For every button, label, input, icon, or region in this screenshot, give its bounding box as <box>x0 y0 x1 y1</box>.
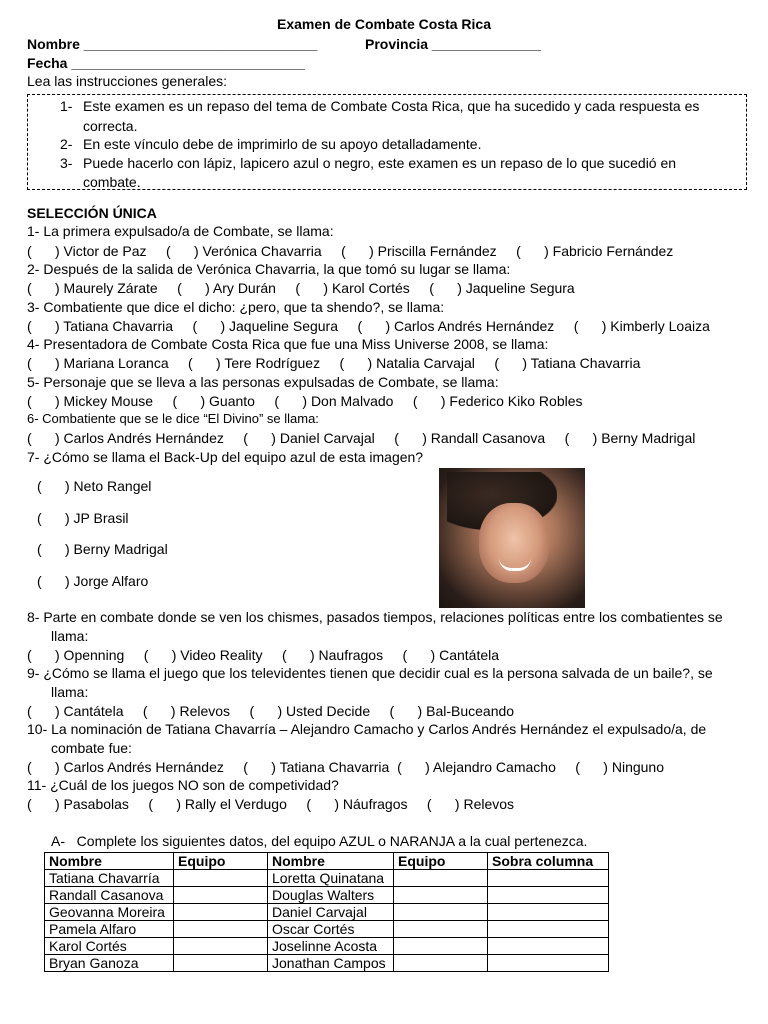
table-cell[interactable] <box>174 921 268 938</box>
table-cell[interactable] <box>488 904 609 921</box>
question-6: 6- Combatiente que se le dice “El Divino” se llama: <box>27 411 319 426</box>
question-6-options: ( ) Carlos Andrés Hernández ( ) Daniel Carvajal ( ) Randall Casanova ( ) Berny Madrigal <box>27 430 696 446</box>
table-row <box>45 938 609 955</box>
table-cell[interactable] <box>174 938 268 955</box>
table-cell: Joselinne Acosta <box>268 938 394 955</box>
q7-option-3: ( ) Berny Madrigal <box>37 541 168 557</box>
instruction-1-line-2: correcta. <box>83 118 138 134</box>
question-5-options: ( ) Mickey Mouse ( ) Guanto ( ) Don Malvado ( ) Federico Kiko Robles <box>27 393 583 409</box>
table-header-cell: Nombre <box>45 853 174 870</box>
q7-option-2: ( ) JP Brasil <box>37 510 129 526</box>
question-3: 3- Combatiente que dice el dicho: ¿pero, que ta shendo?, se llama: <box>27 299 445 315</box>
q7-option-1: ( ) Neto Rangel <box>37 478 152 494</box>
table-cell: Douglas Walters <box>268 887 394 904</box>
table-cell[interactable] <box>394 921 488 938</box>
table-cell: Karol Cortés <box>45 938 174 955</box>
question-3-options: ( ) Tatiana Chavarria ( ) Jaqueline Segura ( ) Carlos Andrés Hernández ( ) Kimberly Loaiza <box>27 318 710 334</box>
table-cell: Bryan Ganoza <box>45 955 174 972</box>
instructions-intro: Lea las instrucciones generales: <box>27 73 228 89</box>
instruction-3-num: 3- <box>60 155 73 171</box>
table-cell: Tatiana Chavarría <box>45 870 174 887</box>
question-2: 2- Después de la salida de Verónica Chavarria, la que tomó su lugar se llama: <box>27 261 511 277</box>
instruction-1-line-1: Este examen es un repaso del tema de Combate Costa Rica, que ha sucedido y cada respuesta es <box>83 98 700 114</box>
photo-face <box>479 503 549 583</box>
instruction-3-line-2: combate. <box>83 174 141 190</box>
fecha-field: Fecha ______________________________ <box>27 55 305 71</box>
question-4: 4- Presentadora de Combate Costa Rica que fue una Miss Universe 2008, se llama: <box>27 336 549 352</box>
table-row <box>45 870 609 887</box>
table-header-cell: Equipo <box>394 853 488 870</box>
table-cell[interactable] <box>394 887 488 904</box>
table-cell[interactable] <box>488 870 609 887</box>
table-cell: Randall Casanova <box>45 887 174 904</box>
table-header-cell: Equipo <box>174 853 268 870</box>
instruction-2-num: 2- <box>60 136 73 152</box>
provincia-field: Provincia ______________ <box>365 36 541 52</box>
table-cell[interactable] <box>174 904 268 921</box>
table-cell[interactable] <box>488 887 609 904</box>
question-8-options: ( ) Openning ( ) Video Reality ( ) Naufragos ( ) Cantátela <box>27 647 500 663</box>
nombre-field: Nombre ______________________________ <box>27 36 318 52</box>
instruction-3-line-1: Puede hacerlo con lápiz, lapicero azul o negro, este examen es un repaso de lo que sucedió en <box>83 155 677 171</box>
question-11-options: ( ) Pasabolas ( ) Rally el Verdugo ( ) Náufragos ( ) Relevos <box>27 796 515 812</box>
table-header-cell: Sobra columna <box>488 853 609 870</box>
part-a-instruction: A- Complete los siguientes datos, del equipo AZUL o NARANJA a la cual pertenezca. <box>51 833 588 849</box>
team-table <box>44 852 609 972</box>
table-cell: Jonathan Campos <box>268 955 394 972</box>
table-cell[interactable] <box>488 921 609 938</box>
exam-title: Examen de Combate Costa Rica <box>277 16 491 32</box>
table-cell[interactable] <box>174 870 268 887</box>
table-cell[interactable] <box>394 870 488 887</box>
instruction-2-line-1: En este vínculo debe de imprimirlo de su apoyo detalladamente. <box>83 136 482 152</box>
table-cell[interactable] <box>488 955 609 972</box>
question-9-options: ( ) Cantátela ( ) Relevos ( ) Usted Decide ( ) Bal-Buceando <box>27 703 515 719</box>
question-7: 7- ¿Cómo se llama el Back-Up del equipo azul de esta imagen? <box>27 449 424 465</box>
instruction-1-num: 1- <box>60 98 73 114</box>
backup-player-photo <box>439 468 585 608</box>
table-header-cell: Nombre <box>268 853 394 870</box>
table-cell[interactable] <box>174 955 268 972</box>
table-cell[interactable] <box>394 955 488 972</box>
question-10-line-2: combate fue: <box>51 740 132 756</box>
table-cell: Pamela Alfaro <box>45 921 174 938</box>
table-header-row <box>45 853 609 870</box>
question-9: 9- ¿Cómo se llama el juego que los televidentes tienen que decidir cual es la persona salvada de un baile?, se <box>27 665 713 681</box>
table-cell: Oscar Cortés <box>268 921 394 938</box>
question-8: 8- Parte en combate donde se ven los chismes, pasados tiempos, relaciones políticas entre los combatientes se <box>27 609 723 625</box>
question-11: 11- ¿Cuál de los juegos NO son de competividad? <box>27 777 339 793</box>
question-5: 5- Personaje que se lleva a las personas expulsadas de Combate, se llama: <box>27 374 499 390</box>
table-row <box>45 887 609 904</box>
question-4-options: ( ) Mariana Loranca ( ) Tere Rodríguez ( ) Natalia Carvajal ( ) Tatiana Chavarria <box>27 355 641 371</box>
table-cell: Loretta Quinatana <box>268 870 394 887</box>
table-cell: Daniel Carvajal <box>268 904 394 921</box>
question-10-options: ( ) Carlos Andrés Hernández ( ) Tatiana Chavarria ( ) Alejandro Camacho ( ) Ninguno <box>27 759 664 775</box>
question-1: 1- La primera expulsado/a de Combate, se llama: <box>27 223 334 239</box>
question-10: 10- La nominación de Tatiana Chavarría – Alejandro Camacho y Carlos Andrés Hernández el expulsado/a, de <box>27 721 707 737</box>
table-row <box>45 921 609 938</box>
q7-option-4: ( ) Jorge Alfaro <box>37 573 149 589</box>
question-1-options: ( ) Victor de Paz ( ) Verónica Chavarria ( ) Priscilla Fernández ( ) Fabricio Fernández <box>27 243 674 259</box>
table-cell[interactable] <box>394 904 488 921</box>
table-row <box>45 904 609 921</box>
table-row <box>45 955 609 972</box>
table-cell[interactable] <box>394 938 488 955</box>
table-cell: Geovanna Moreira <box>45 904 174 921</box>
question-8-line-2: llama: <box>51 628 89 644</box>
table-cell[interactable] <box>488 938 609 955</box>
question-2-options: ( ) Maurely Zárate ( ) Ary Durán ( ) Karol Cortés ( ) Jaqueline Segura <box>27 280 575 296</box>
question-9-line-2: llama: <box>51 684 89 700</box>
section-title: SELECCIÓN ÚNICA <box>27 205 157 221</box>
table-cell[interactable] <box>174 887 268 904</box>
